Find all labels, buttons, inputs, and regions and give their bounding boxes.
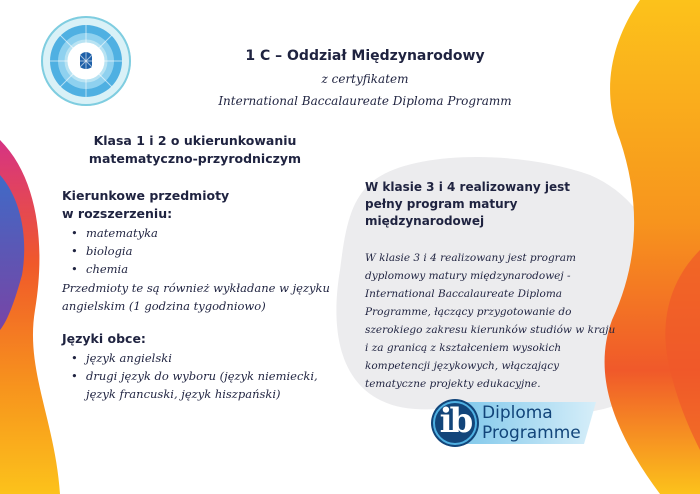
subtitle-line-2: International Baccalaureate Diploma Programm [218,94,512,108]
subtitle-line-1: z certyfikatem [321,72,409,86]
list-item: • biologia [62,242,312,260]
diploma-programme-heading [365,179,595,230]
advanced-heading-line-1: Kierunkowe przedmioty [62,188,230,203]
list-item: • język angielski [62,349,322,367]
ib-diploma-seal-icon [40,15,132,107]
advanced-subjects-heading [62,187,312,223]
page-title: 1 C – Oddział Międzynarodowy [245,48,485,64]
advanced-subjects-note: Przedmioty te są również wykładane w języku angielskim (1 godzina tygodniowo) [62,281,330,313]
advanced-subjects-list [62,224,312,278]
list-item: • matematyka [62,224,312,242]
class-title-line-2: matematyczno-przyrodniczym [88,151,302,166]
class-title-line-1: Klasa 1 i 2 o ukierunkowaniu [93,133,297,148]
advanced-heading-line-2: w rozszerzeniu: [62,206,173,221]
languages-heading: Języki obce: [62,331,146,346]
list-item: • chemia [62,260,312,278]
right-heading-line-2: pełny program matury [365,197,518,211]
ib-logo-letters: ib [439,401,471,441]
right-heading-line-3: międzynarodowej [365,214,485,228]
languages-list [62,349,322,403]
ib-logo-line-1: Diploma [482,403,553,423]
right-heading-line-1: W klasie 3 i 4 realizowany jest [365,180,570,194]
ib-logo-line-2: Programme [482,423,581,443]
class-title [60,132,330,168]
list-item: • drugi język do wyboru (język niemiecki, język francuski, język hiszpański) [62,367,322,403]
diploma-programme-description: W klasie 3 i 4 realizowany jest program dyplomowy matury międzynarodowej - International Baccalaureate Diploma Programme, łączący przygotowanie do szerokiego zakresu kierunków studiów w kraju i za granicą z kształceniem wysokich kompetencji językowych, włączający tematyczne projekty edukacyjne. [365,252,616,390]
